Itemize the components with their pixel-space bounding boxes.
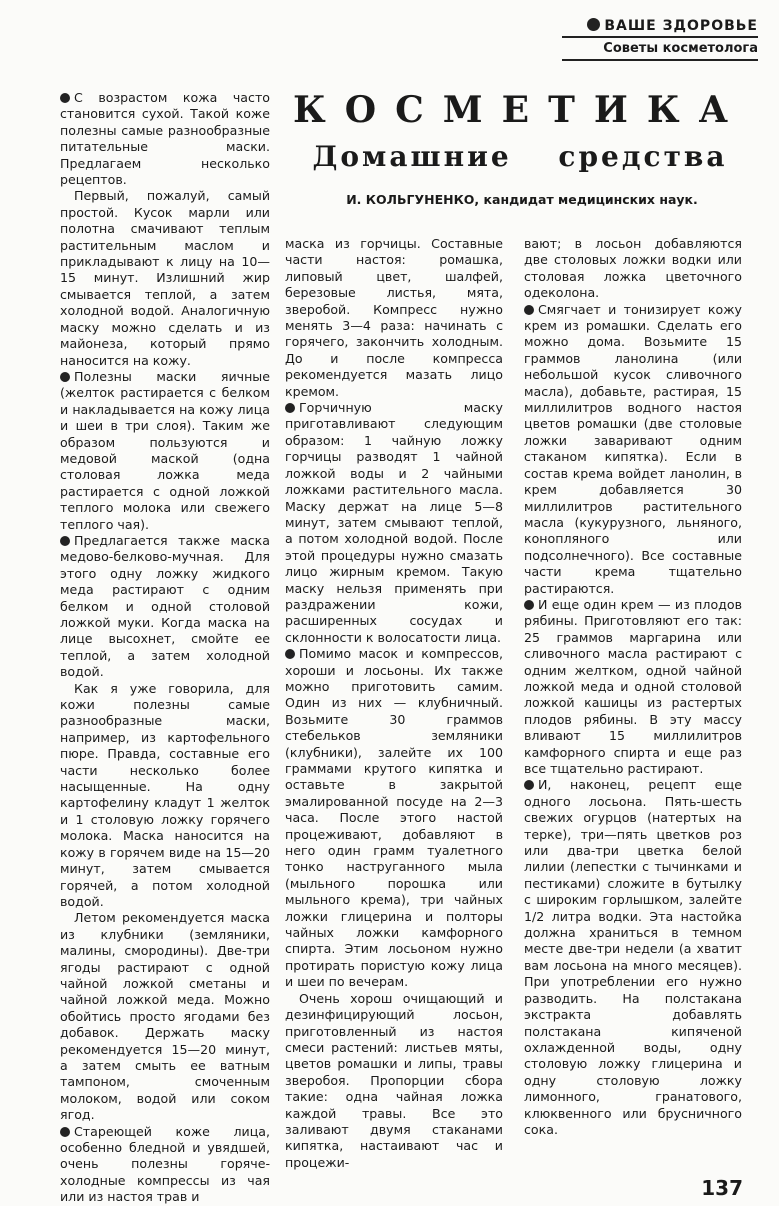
bullet-icon <box>60 1127 70 1137</box>
paragraph: Помимо масок и компрессов, хороши и лосьоны. Их также можно приготовить самим. Один из них — клубничный. Возьмите 30 граммов стебельков земляники (клубники), залейте их 100 граммами крутого кипятка и оставьте в закрытой эмалированной посуде на 2—3 часа. После этого настой процеживают, добавляют в него один грамм туалетного тонко наструганного мыла (мыльного порошка или мыльного крема), три чайных ложки глицерина и полторы чайных ложки камфорного спирта. Этим лосьоном нужно протирать пористую кожу лица и шеи по вечерам. <box>285 646 503 990</box>
paragraph: Стареющей коже лица, особенно бледной и увядшей, очень полезны горяче-холодные компрессы из чая или из настоя трав и <box>60 1123 270 1205</box>
paragraph: Смягчает и тонизирует кожу крем из ромашки. Сделать его можно дома. Возьмите 15 граммов ланолина (или небольшой кусок сливочного масла), добавьте, растирая, 15 миллилитров водного настоя цветов ромашки (две столовые ложки заваривают одним стаканом кипятка). Если в состав крема войдет ланолин, в крем добавляется 30 миллилитров растительного масла (кукурузного, льняного, конопляного или подсолнечного). Все составные части крема тщательно растираются. <box>524 301 742 596</box>
column-2 <box>285 236 503 1171</box>
section-header <box>562 18 758 61</box>
bullet-icon <box>524 305 534 315</box>
paragraph: С возрастом кожа часто становится сухой. Такой коже полезны самые разнообразные питательные маски. Предлагаем несколько рецептов. <box>60 90 270 188</box>
bullet-icon <box>285 649 295 659</box>
paragraph: Горчичную маску приготавливают следующим образом: 1 чайную ложку горчицы разводят 1 чайной ложкой воды и 2 чайными ложками растительного масла. Маску держат на лице 5—8 минут, затем смывают теплой, а потом холодной водой. После этой процедуры нужно смазать лицо жирным кремом. Такую маску нельзя применять при раздражении кожи, расширенных сосудах и склонности к волосатости лица. <box>285 400 503 645</box>
bullet-icon <box>60 93 70 103</box>
bullet-icon <box>587 18 600 31</box>
article-title: КОСМЕТИКА <box>293 89 747 131</box>
bullet-icon <box>524 780 534 790</box>
section-title: ВАШЕ ЗДОРОВЬЕ <box>604 18 758 34</box>
subsection-title: Советы косметолога <box>562 38 758 61</box>
paragraph: Очень хорош очищающий и дезинфицирующий лосьон, приготовленный из настоя смеси растений: листьев мяты, цветов ромашки и липы, травы зверобоя. Пропорции сбора такие: одна чайная ложка каждой травы. Все это заливают двумя стаканами кипятка, настаивают час и процежи- <box>285 990 503 1170</box>
author-line: И. КОЛЬГУНЕНКО, кандидат медицинских наук. <box>346 192 698 207</box>
article-subtitle: Домашние средства <box>312 140 728 173</box>
page-number: 137 <box>701 1176 743 1200</box>
paragraph: маска из горчицы. Составные части настоя: ромашка, липовый цвет, шалфей, березовые листья, мята, зверобой. Компресс нужно менять 3—4 раза: начинать с горячего, закончить холодным. До и после компресса рекомендуется мазать лицо кремом. <box>285 236 503 399</box>
title-block <box>285 88 755 173</box>
bullet-icon <box>60 536 70 546</box>
column-3 <box>524 236 742 1138</box>
bullet-icon <box>60 372 70 382</box>
paragraph: Первый, пожалуй, самый простой. Кусок марли или полотна смачивают теплым растительным маслом и прикладывают к лицу на 10—15 минут. Излишний жир смывается теплой, а затем холодной водой. Аналогичную маску можно сделать и из майонеза, который прямо наносится на кожу. <box>60 188 270 368</box>
paragraph: И, наконец, рецепт еще одного лосьона. Пять-шесть свежих огурцов (натертых на терке), три—пять цветков роз или два-три цветка белой лилии (лепестки с тычинками и пестиками) сложите в бутылку с широким горлышком, залейте 1/2 литра водки. Эта настойка должна храниться в темном месте две-три недели (а хватит вам лосьона на много месяцев). При употреблении его нужно разводить. На полстакана экстракта добавлять полстакана кипяченой охлажденной воды, одну столовую ложку глицерина и одну столовую ложку лимонного, гранатового, клюквенного или брусничного сока. <box>524 777 742 1137</box>
column-1 <box>60 90 270 1206</box>
paragraph: И еще один крем — из плодов рябины. Приготовляют его так: 25 граммов маргарина или сливочного масла растирают с одним желтком, одной чайной ложкой меда и одной столовой ложкой кашицы из растертых плодов рябины. В эту массу вливают 15 миллилитров камфорного спирта и еще раз все тщательно растирают. <box>524 596 742 776</box>
paragraph: вают; в лосьон добавляются две столовых ложки водки или столовая ложка цветочного одеколона. <box>524 236 742 301</box>
bullet-icon <box>285 403 295 413</box>
paragraph: Летом рекомендуется маска из клубники (земляники, малины, смородины). Две-три ягоды растирают с одной чайной ложкой сметаны и чайной ложкой меда. Можно обойтись просто ягодами без добавок. Держать маску рекомендуется 15—20 минут, а затем смыть ее ватным тампоном, смоченным молоком, водой или соком ягод. <box>60 910 270 1123</box>
paragraph: Предлагается также маска медово-белково-мучная. Для этого одну ложку жидкого меда растирают с одним белком и одной столовой ложкой муки. Когда маска на лице высохнет, смойте ее теплой, а затем холодной водой. <box>60 532 270 680</box>
paragraph: Полезны маски яичные (желток растирается с белком и накладывается на кожу лица и шеи в три слоя). Таким же образом пользуются и медовой маской (одна столовая ложка меда растирается с одной ложкой теплого молока или свежего теплого чая). <box>60 368 270 532</box>
bullet-icon <box>524 600 534 610</box>
paragraph: Как я уже говорила, для кожи полезны самые разнообразные маски, например, из картофельного пюре. Правда, составные его части несколько более насыщенные. На одну картофелину кладут 1 желток и 1 столовую ложку горячего молока. Маска наносится на кожу в горячем виде на 15—20 минут, затем смывается горячей, а потом холодной водой. <box>60 680 270 909</box>
